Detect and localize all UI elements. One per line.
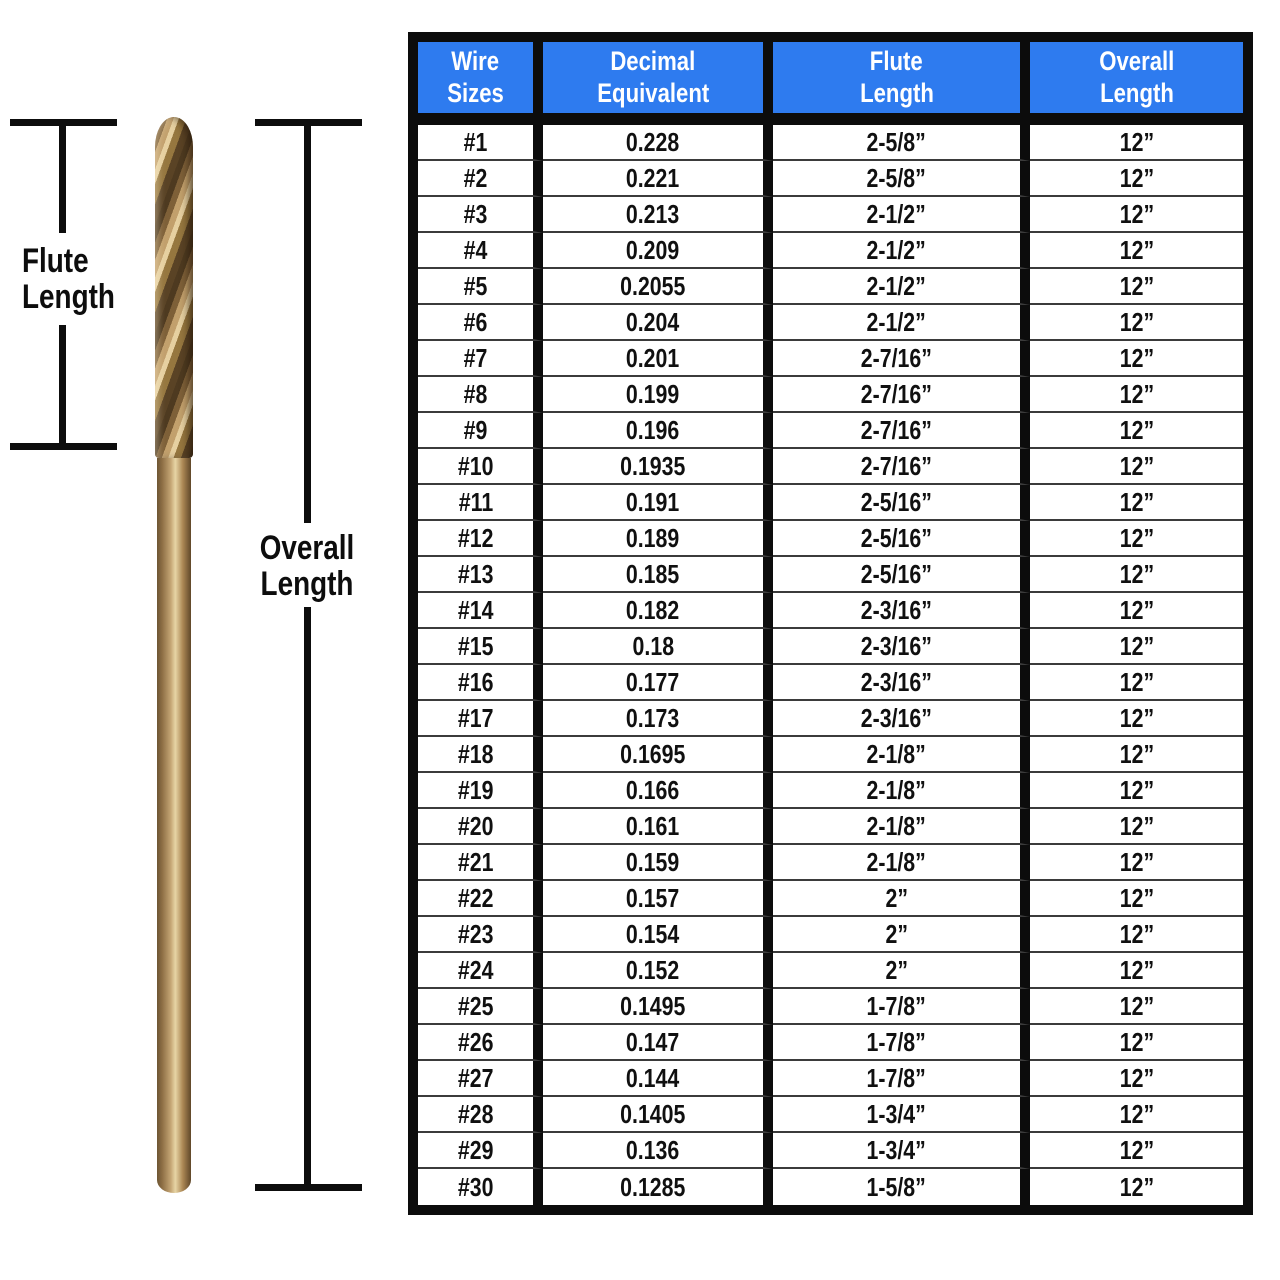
table-row [418,845,1243,881]
cell-overall-length: 12” [1030,1097,1243,1133]
table-row [418,1133,1243,1169]
table-row [418,305,1243,341]
cell-wire-size: #7 [418,341,543,377]
cell-overall-length: 12” [1030,341,1243,377]
cell-overall-length: 12” [1030,917,1243,953]
cell-decimal-equivalent: 0.191 [543,485,773,521]
cell-flute-length: 2-1/2” [773,269,1030,305]
cell-decimal-equivalent: 0.144 [543,1061,773,1097]
cell-overall-length: 12” [1030,197,1243,233]
cell-decimal-equivalent: 0.189 [543,521,773,557]
cell-decimal-equivalent: 0.201 [543,341,773,377]
cell-overall-length: 12” [1030,305,1243,341]
cell-wire-size: #23 [418,917,543,953]
cell-decimal-equivalent: 0.1935 [543,449,773,485]
cell-wire-size: #26 [418,1025,543,1061]
cell-overall-length: 12” [1030,485,1243,521]
table-row [418,593,1243,629]
cell-overall-length: 12” [1030,701,1243,737]
cell-flute-length: 2-1/8” [773,737,1030,773]
flute-length-label [22,243,115,315]
overall-dimension-line-top [304,119,311,523]
cell-wire-size: #24 [418,953,543,989]
cell-flute-length: 2-5/16” [773,485,1030,521]
header-overall-length-line2: Length [1099,78,1174,108]
cell-decimal-equivalent: 0.185 [543,557,773,593]
cell-wire-size: #17 [418,701,543,737]
cell-overall-length: 12” [1030,1025,1243,1061]
header-flute-length-line2: Length [859,78,934,108]
cell-decimal-equivalent: 0.154 [543,917,773,953]
table-row [418,413,1243,449]
cell-wire-size: #9 [418,413,543,449]
cell-flute-length: 2-3/16” [773,629,1030,665]
cell-decimal-equivalent: 0.157 [543,881,773,917]
cell-wire-size: #30 [418,1169,543,1205]
cell-flute-length: 2-7/16” [773,377,1030,413]
cell-wire-size: #21 [418,845,543,881]
cell-decimal-equivalent: 0.1495 [543,989,773,1025]
cell-flute-length: 2-1/2” [773,197,1030,233]
cell-overall-length: 12” [1030,629,1243,665]
cell-flute-length: 2” [773,881,1030,917]
table-row [418,1061,1243,1097]
cell-flute-length: 2-3/16” [773,593,1030,629]
cell-wire-size: #29 [418,1133,543,1169]
cell-overall-length: 12” [1030,737,1243,773]
drill-bit-fluted-section [155,117,193,458]
table-row [418,737,1243,773]
cell-flute-length: 1-7/8” [773,1061,1030,1097]
header-wire-sizes-line1: Wire [451,46,500,76]
cell-flute-length: 2” [773,953,1030,989]
cell-decimal-equivalent: 0.182 [543,593,773,629]
header-wire-sizes-line2: Sizes [447,78,504,108]
cell-decimal-equivalent: 0.159 [543,845,773,881]
cell-wire-size: #13 [418,557,543,593]
table-row [418,341,1243,377]
flute-dimension-line-top [59,119,66,233]
flute-length-label-line1: Flute [22,242,89,280]
cell-wire-size: #11 [418,485,543,521]
cell-flute-length: 2-5/8” [773,125,1030,161]
cell-flute-length: 2-3/16” [773,665,1030,701]
cell-wire-size: #12 [418,521,543,557]
table-row [418,1025,1243,1061]
table-row [418,809,1243,845]
cell-flute-length: 2-5/8” [773,161,1030,197]
cell-wire-size: #1 [418,125,543,161]
cell-flute-length: 2-7/16” [773,449,1030,485]
table-row [418,1097,1243,1133]
cell-overall-length: 12” [1030,269,1243,305]
table-row [418,125,1243,161]
cell-flute-length: 2” [773,917,1030,953]
flute-bottom-tick [10,443,117,450]
cell-wire-size: #20 [418,809,543,845]
table-row [418,701,1243,737]
header-overall-length [1030,42,1243,125]
cell-overall-length: 12” [1030,521,1243,557]
header-flute-length-line1: Flute [870,46,923,76]
overall-length-label-line1: Overall [259,529,355,567]
cell-flute-length: 1-7/8” [773,1025,1030,1061]
cell-overall-length: 12” [1030,809,1243,845]
cell-flute-length: 2-3/16” [773,701,1030,737]
cell-wire-size: #4 [418,233,543,269]
cell-decimal-equivalent: 0.18 [543,629,773,665]
cell-flute-length: 2-5/16” [773,557,1030,593]
wire-size-table [408,32,1253,1215]
table-row [418,917,1243,953]
cell-wire-size: #28 [418,1097,543,1133]
cell-wire-size: #5 [418,269,543,305]
cell-decimal-equivalent: 0.1405 [543,1097,773,1133]
cell-wire-size: #10 [418,449,543,485]
cell-flute-length: 2-1/8” [773,809,1030,845]
cell-decimal-equivalent: 0.228 [543,125,773,161]
cell-wire-size: #3 [418,197,543,233]
cell-flute-length: 1-7/8” [773,989,1030,1025]
cell-overall-length: 12” [1030,665,1243,701]
table-row [418,989,1243,1025]
overall-bottom-tick [255,1184,362,1191]
header-wire-sizes [418,42,543,125]
cell-overall-length: 12” [1030,593,1243,629]
cell-decimal-equivalent: 0.1695 [543,737,773,773]
cell-wire-size: #25 [418,989,543,1025]
table-row [418,665,1243,701]
table-row [418,233,1243,269]
cell-overall-length: 12” [1030,557,1243,593]
table-row [418,197,1243,233]
drill-bit-shank [157,458,191,1193]
header-decimal-equivalent [543,42,773,125]
cell-flute-length: 2-1/2” [773,233,1030,269]
cell-wire-size: #22 [418,881,543,917]
table-row [418,557,1243,593]
cell-wire-size: #27 [418,1061,543,1097]
cell-decimal-equivalent: 0.209 [543,233,773,269]
cell-overall-length: 12” [1030,377,1243,413]
cell-decimal-equivalent: 0.2055 [543,269,773,305]
cell-decimal-equivalent: 0.1285 [543,1169,773,1205]
cell-flute-length: 2-7/16” [773,341,1030,377]
flute-length-label-line2: Length [22,278,115,317]
table-row [418,449,1243,485]
overall-dimension-line-bottom [304,607,311,1191]
table-row [418,485,1243,521]
header-overall-length-line1: Overall [1098,46,1175,76]
cell-flute-length: 2-5/16” [773,521,1030,557]
cell-overall-length: 12” [1030,449,1243,485]
table-row [418,161,1243,197]
cell-overall-length: 12” [1030,233,1243,269]
cell-flute-length: 1-3/4” [773,1097,1030,1133]
header-flute-length [773,42,1030,125]
cell-overall-length: 12” [1030,773,1243,809]
cell-overall-length: 12” [1030,953,1243,989]
table-row [418,881,1243,917]
cell-overall-length: 12” [1030,1133,1243,1169]
cell-flute-length: 2-1/2” [773,305,1030,341]
table-row [418,953,1243,989]
cell-overall-length: 12” [1030,413,1243,449]
cell-flute-length: 2-1/8” [773,845,1030,881]
cell-wire-size: #19 [418,773,543,809]
cell-wire-size: #15 [418,629,543,665]
cell-decimal-equivalent: 0.213 [543,197,773,233]
cell-wire-size: #8 [418,377,543,413]
cell-decimal-equivalent: 0.199 [543,377,773,413]
cell-decimal-equivalent: 0.204 [543,305,773,341]
cell-wire-size: #6 [418,305,543,341]
cell-decimal-equivalent: 0.147 [543,1025,773,1061]
cell-decimal-equivalent: 0.177 [543,665,773,701]
table-row [418,521,1243,557]
flute-dimension-line-bottom [59,325,66,450]
cell-overall-length: 12” [1030,989,1243,1025]
table-body [418,125,1243,1205]
cell-overall-length: 12” [1030,1061,1243,1097]
table-header-row [418,42,1243,125]
cell-decimal-equivalent: 0.166 [543,773,773,809]
table-row [418,629,1243,665]
cell-decimal-equivalent: 0.161 [543,809,773,845]
cell-wire-size: #16 [418,665,543,701]
cell-overall-length: 12” [1030,881,1243,917]
cell-flute-length: 2-7/16” [773,413,1030,449]
overall-length-label-line2: Length [260,565,354,604]
cell-overall-length: 12” [1030,1169,1243,1205]
overall-length-label [247,530,367,602]
table-row [418,377,1243,413]
drill-bit-image [155,117,193,1193]
cell-wire-size: #2 [418,161,543,197]
cell-decimal-equivalent: 0.136 [543,1133,773,1169]
table-row [418,773,1243,809]
cell-overall-length: 12” [1030,845,1243,881]
header-decimal-equivalent-line1: Decimal [610,46,696,76]
cell-flute-length: 2-1/8” [773,773,1030,809]
cell-overall-length: 12” [1030,125,1243,161]
header-decimal-equivalent-line2: Equivalent [597,78,709,108]
cell-decimal-equivalent: 0.173 [543,701,773,737]
cell-overall-length: 12” [1030,161,1243,197]
table-row [418,1169,1243,1205]
cell-decimal-equivalent: 0.221 [543,161,773,197]
cell-decimal-equivalent: 0.152 [543,953,773,989]
cell-wire-size: #14 [418,593,543,629]
table-row [418,269,1243,305]
cell-decimal-equivalent: 0.196 [543,413,773,449]
cell-wire-size: #18 [418,737,543,773]
cell-flute-length: 1-3/4” [773,1133,1030,1169]
cell-flute-length: 1-5/8” [773,1169,1030,1205]
